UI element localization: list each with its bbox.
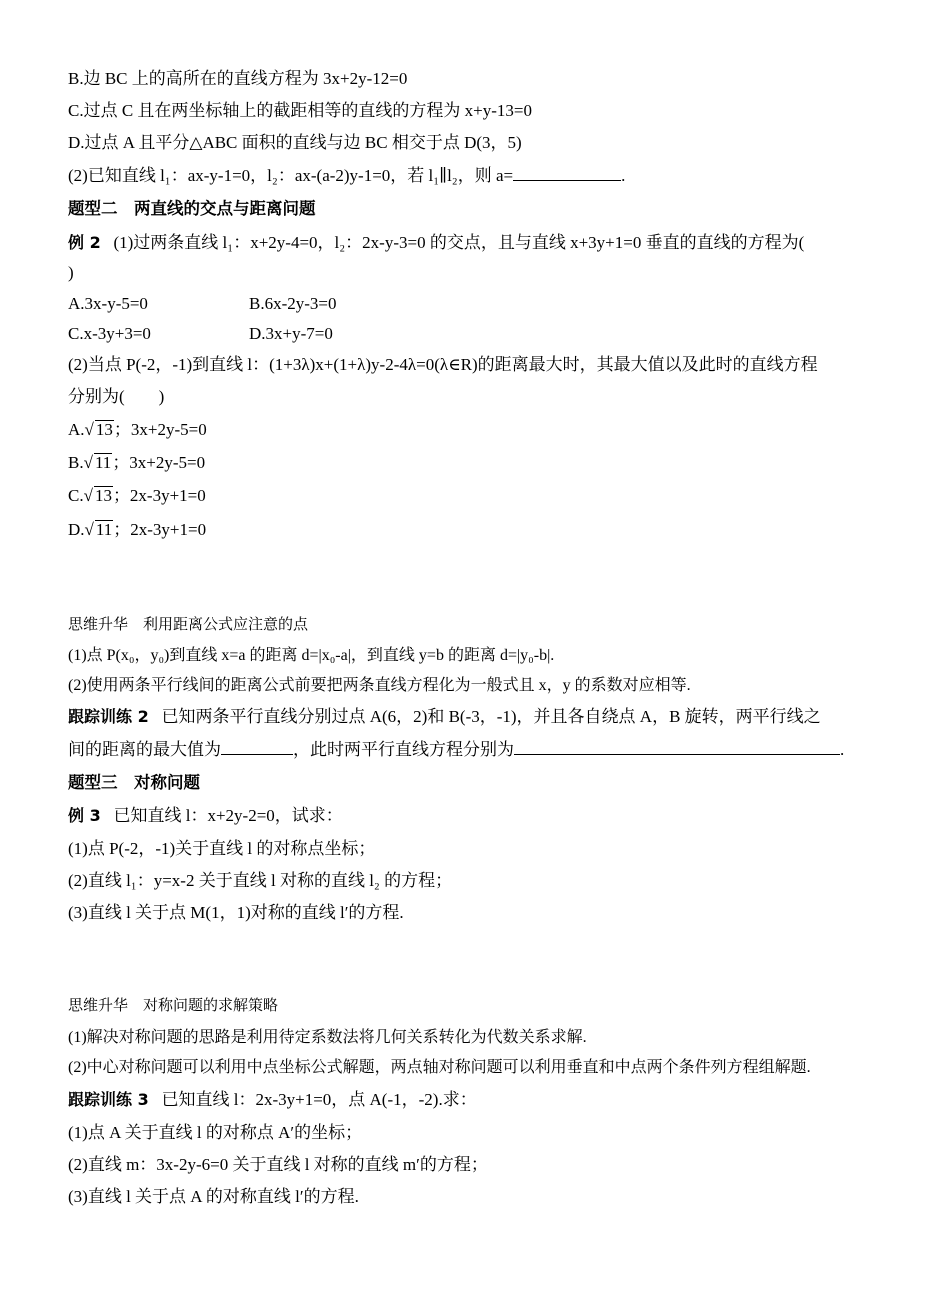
tracking-exercise-2-line-1: [68, 706, 821, 728]
thinking-summary-1-point-2: (2)使用两条平行线间的距离公式前要把两条直线方程化为一般式且 x，y 的系数对应相等.: [68, 677, 691, 694]
radicand: 11: [95, 520, 113, 539]
radical-option-d-equation: ；2x-3y+1=0: [113, 520, 207, 539]
thinking-summary-2-title: 思维升华 对称问题的求解策略: [68, 996, 279, 1014]
question-2-parallel: [68, 164, 625, 187]
example-2-part-2-line-1: (2)当点 P(-2，-1)到直线 l：(1+3λ)x+(1+λ)y-2-4λ=0(λ∈R)的距离最大时，其最大值以及此时的直线方程: [68, 355, 818, 374]
example-3-part-3: (3)直线 l 关于点 M(1，1)对称的直线 l′的方程.: [68, 903, 404, 922]
thinking-summary-2-point-1: (1)解决对称问题的思路是利用待定系数法将几何关系转化为代数关系求解.: [68, 1029, 587, 1046]
tracking-exercise-2-text-c: ，此时两平行直线方程分别为: [293, 740, 514, 759]
section-heading-2: 题型二 两直线的交点与距离问题: [68, 199, 316, 218]
option-c: C.过点 C 且在两坐标轴上的截距相等的直线的方程为 x+y-13=0: [68, 101, 533, 120]
tracking-exercise-2-end: .: [840, 740, 845, 759]
radical-option-a-equation: ；3x+2y-5=0: [113, 420, 207, 439]
radical-option-c-letter: C.: [68, 486, 84, 505]
example-2-options-row-2: [68, 323, 333, 345]
sqrt-sign-icon: √: [83, 453, 93, 472]
example-2-option-c: C.x-3y+3=0: [68, 324, 151, 343]
example-2-option-a: A.3x-y-5=0: [68, 294, 148, 313]
radical-option-d-letter: D.: [68, 520, 85, 539]
example-3-text: 已知直线 l：x+2y-2=0，试求：: [113, 806, 343, 825]
example-2-options-row-1: [68, 293, 337, 315]
thinking-summary-2-point-2: (2)中心对称问题可以利用中点坐标公式解题，两点轴对称问题可以利用垂直和中点两个条件列方程组解题.: [68, 1059, 811, 1076]
example-2-text: (1)过两条直线 l₁：x+2y-4=0，l₂：2x-y-3=0 的交点，且与直线 x+3y+1=0 垂直的直线的方程为(: [113, 233, 805, 252]
answer-blank: [513, 164, 621, 181]
answer-blank: [514, 738, 840, 755]
radicand: 11: [94, 453, 112, 472]
question-2-end: .: [621, 166, 626, 185]
radical-option-c: [68, 485, 206, 507]
answer-blank: [221, 738, 293, 755]
thinking-summary-1-point-1: (1)点 P(x₀，y₀)到直线 x=a 的距离 d=|x₀-a|，到直线 y=b 的距离 d=|y₀-b|.: [68, 647, 555, 664]
example-3-line: [68, 805, 343, 827]
thinking-summary-1-title: 思维升华 利用距离公式应注意的点: [68, 615, 309, 633]
radicand: 13: [95, 420, 113, 439]
tracking-exercise-3-text: 已知直线 l：2x-3y+1=0，点 A(-1，-2).求：: [161, 1090, 477, 1109]
tracking-exercise-2-text: 已知两条平行直线分别过点 A(6，2)和 B(-3，-1)，并且各自绕点 A，B 旋转，两平行线之: [161, 707, 821, 726]
tracking-exercise-3-label: 跟踪训练 3: [68, 1090, 149, 1109]
radical-option-a-letter: A.: [68, 420, 85, 439]
question-2-text: (2)已知直线 l₁：ax-y-1=0，l₂：ax-(a-2)y-1=0，若 l₁∥l₂，则 a=: [68, 166, 514, 185]
section-heading-3: 题型三 对称问题: [68, 773, 200, 792]
radical-option-a: [68, 419, 207, 441]
tracking-exercise-2-text-b: 间的距离的最大值为: [68, 740, 221, 759]
sqrt-sign-icon: √: [84, 520, 94, 539]
example-2-option-b: B.6x-2y-3=0: [249, 294, 337, 313]
tracking-exercise-3-part-3: (3)直线 l 关于点 A 的对称直线 l′的方程.: [68, 1187, 359, 1206]
tracking-exercise-2-label: 跟踪训练 2: [68, 707, 149, 726]
example-3-part-1: (1)点 P(-2，-1)关于直线 l 的对称点坐标；: [68, 839, 376, 858]
option-d: D.过点 A 且平分△ABC 面积的直线与边 BC 相交于点 D(3，5): [68, 133, 522, 152]
sqrt-sign-icon: √: [83, 486, 93, 505]
radicand: 13: [94, 486, 112, 505]
example-2-option-d: D.3x+y-7=0: [249, 324, 333, 343]
radical-option-b-letter: B.: [68, 453, 84, 472]
tracking-exercise-3-part-2: (2)直线 m：3x-2y-6=0 关于直线 l 对称的直线 m′的方程；: [68, 1155, 488, 1174]
option-b: B.边 BC 上的高所在的直线方程为 3x+2y-12=0: [68, 69, 408, 88]
example-2-part-2-line-2: 分别为( ): [68, 387, 165, 406]
tracking-exercise-3-part-1: (1)点 A 关于直线 l 的对称点 A′的坐标；: [68, 1123, 363, 1142]
example-2-close-paren: ): [68, 263, 74, 282]
example-3-label: 例 3: [68, 806, 101, 825]
radical-option-d: [68, 519, 206, 541]
radical-option-c-equation: ；2x-3y+1=0: [112, 486, 206, 505]
sqrt-sign-icon: √: [84, 420, 94, 439]
radical-option-b-equation: ；3x+2y-5=0: [112, 453, 206, 472]
tracking-exercise-3-line: [68, 1089, 477, 1111]
example-2-line: [68, 232, 804, 254]
radical-option-b: [68, 452, 205, 474]
example-2-label: 例 2: [68, 233, 101, 252]
tracking-exercise-2-line-2: [68, 738, 844, 761]
example-3-part-2: (2)直线 l₁：y=x-2 关于直线 l 对称的直线 l₂ 的方程；: [68, 871, 453, 890]
